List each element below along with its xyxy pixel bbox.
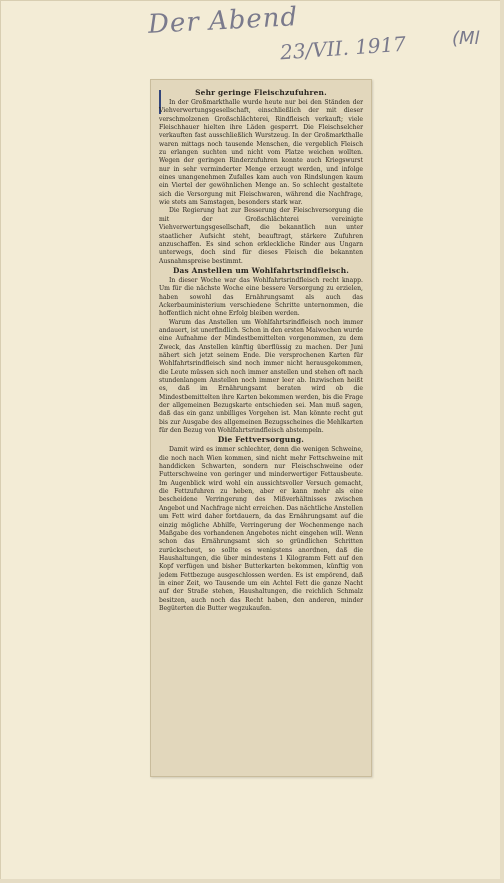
section-heading: Die Fettversorgung. <box>217 435 305 445</box>
paragraph: In dieser Woche war das Wohlfahrtsrindfleisch recht knapp. Um für die nächste Woche eine bessere Versorgung zu erzielen, haben sowohl das Ernährungsamt als auch das Ackerbauministerium verschiedene Schritte unternommen, die hoffentlich nicht ohne Erfolg bleiben werden. <box>159 276 363 318</box>
handwritten-date: 23/VII. 1917 <box>279 31 407 65</box>
section-heading: Das Anstellen um Wohlfahrtsrindfleisch. <box>172 265 350 275</box>
sheet-edge-right <box>500 0 504 883</box>
newspaper-clipping <box>150 79 372 777</box>
archive-stamp: (Ml <box>452 28 480 49</box>
paragraph: In der Großmarkthalle wurde heute nur bei den Ständen der Viehverwertungsgesellschaft, einschließlich der mit dieser verschmolzenen Großschlächterei, Rindfleisch verkauft; viele Fleischhauer hielten ihre Läden gesperrt. Die Fleischselcher verkauften fast ausschließlich Wurstzeug. In der Großmarkthalle waren mittags noch tausende Menschen, die vergeblich Fleisch zu erlangen suchten und nicht vom Platze weichen wollten. Wegen der geringen Rinderzufuhren konnte auch Kriegswurst nur in sehr verminderter Menge erzeugt werden, und infolge eines unangenehmen Zufalles kam auch von Rindslungen kaum ein Viertel der gewöhnlichen Menge an. So schlecht gestaltete sich die Versorgung mit Fleischwaren, während die Nachfrage, wie stets am Samstagen, besonders stark war. <box>159 99 363 207</box>
handwritten-source-title: Der Abend <box>147 2 299 40</box>
section-heading: Sehr geringe Fleischzufuhren. <box>195 88 327 97</box>
paragraph: Warum das Anstellen um Wohlfahrtsrindfleisch noch immer andauert, ist unerfindlich. Schon in den ersten Maiwochen wurde eine Aufnahme der Mindestbemittelten vorgenommen, zu dem Zweck, das Anstellen künftig überflüssig zu machen. Der Juni nähert sich jetzt seinem Ende. Die versprochenen Karten für Wohlfahrtsrindfleisch sind noch immer nicht herausgekommen, die Leute müssen sich noch immer anstellen und stehen oft nach stundenlangem Anstellen noch immer leer ab. Inzwischen heißt es, daß im Ernährungsamt beraten wird ob die Mindestbemittelten ihre Karten bekommen werden, bis die Frage der allgemeinen Bezugskarte entschieden sei. Man muß sagen, daß das ein ganz unbilliges Vorgehen ist. Man könnte recht gut bis zur Ausgabe des allgemeinen Bezugsscheines die Mehlkarten für den Bezug von Wohlfahrtsrindfleisch abstempeln. <box>159 318 363 435</box>
sheet-edge-bottom <box>0 879 504 883</box>
paragraph: Die Regierung hat zur Besserung der Fleischversorgung die mit der Großschlächterei vereinigte Viehverwertungsgesellschaft, die bekanntlich nun unter staatlicher Aufsicht steht, beauftragt, stärkere Zufuhren anzuschaffen. Es sind schon erkleckliche Rinder aus Ungarn unterwegs, doch sind für dieses Fleisch die bekannten Ausnahmspreise bestimmt. <box>159 207 363 265</box>
paragraph: Damit wird es immer schlechter, denn die wenigen Schweine, die noch nach Wien kommen, sind nicht mehr Fettschweine mit handdicken Schwarten, sondern nur Fleischschweine oder Futterschweine von geringer und minderwertiger Fettausbeute. Im Augenblick wird wohl ein aussichtsvoller Versuch gemacht, die Fettzufuhren zu heben, aber er kann mehr als eine bescheidene Verringerung des Mißverhältnisses zwischen Angebot und Nachfrage nicht erreichen. Das nächtliche Anstellen um Fett wird daher fortdauern, da das Ernährungsamt auf die einzig mögliche Abhilfe, Verringerung der Wochenmenge nach Maßgabe des vorhandenen Angebotes nicht eingehen will. Wenn schon das Ernährungsamt sich so gründlichen Schritten zurückscheut, so sollte es wenigstens anordnen, daß die Haushaltungen, die über mindestens 1 Kilogramm Fett auf den Kopf verfügen und bisher Butterkarten bekommen, künftig von jedem Fettbezuge ausgeschlossen werden. Es ist empörend, daß in einer Zeit, wo Tausende um ein Achtel Fett die ganze Nacht auf der Straße stehen, Haushaltungen, die reichlich Schmalz besitzen, auch noch das Recht haben, den anderen, minder Begüterten die Butter wegzukaufen. <box>159 446 363 612</box>
clipping-text <box>159 88 363 768</box>
